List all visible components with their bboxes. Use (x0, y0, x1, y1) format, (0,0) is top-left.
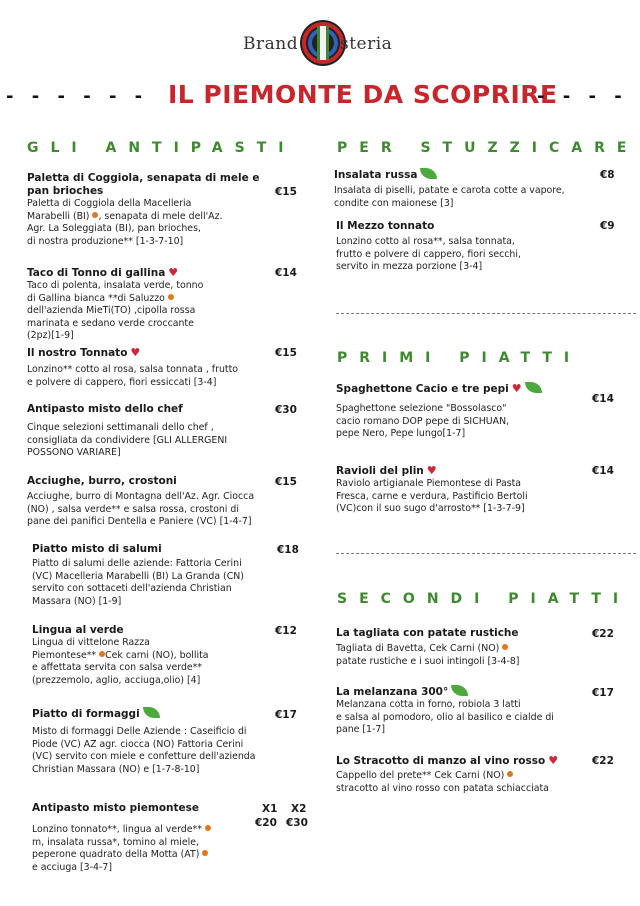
item-desc: Lonzino tonnato**, lingua al verde** m, insalata russa*, tomino al miele, peperone quadrato della Motta (AT) e acciuga [3-4-7] (32, 824, 262, 874)
price-x2-label: X2 (291, 803, 307, 815)
vegetarian-leaf-icon (143, 707, 160, 718)
item-name: Antipasto misto piemontese (32, 802, 200, 814)
item-price: €30 (275, 404, 297, 416)
item-desc: Lonzino** cotto al rosa, salsa tonnata , frutto e polvere di cappero, fiori essiccati [3-4] (27, 364, 238, 388)
item-desc: Raviolo artigianale Piemontese di Pasta Fresca, carne e verdura, Pastificio Bertoli (VC)con il suo sugo d'arrosto** [1-3-7-9] (336, 478, 528, 515)
section-title-stuzzicare: PER STUZZICARE (337, 140, 639, 156)
heart-icon: ♥ (426, 464, 437, 477)
vegetarian-leaf-icon (525, 382, 542, 393)
item-name: Spaghettone Cacio e tre pepi (336, 383, 509, 395)
item-desc: Paletta di Coggiola della Macelleria Marabelli (BI) , senapata di mele dell'Az. Agr. La Soleggiata (BI), pan brioches, di nostra produzione** [1-3-7-10] (27, 198, 223, 247)
item-price: €18 (277, 544, 299, 556)
item-price: €14 (592, 465, 614, 477)
menu-item (336, 685, 596, 737)
slow-food-dot-icon (205, 825, 211, 831)
price-x1-label: X1 (262, 803, 278, 815)
item-name: Lo Stracotto di manzo al vino rosso (336, 755, 546, 767)
slow-food-dot-icon (202, 850, 208, 856)
heart-icon: ♥ (548, 754, 559, 767)
heart-icon: ♥ (168, 266, 179, 279)
menu-item (32, 624, 277, 687)
item-desc: Misto di formaggi Delle Aziende : Caseificio di Piode (VC) AZ agr. ciocca (NO) Fattoria Cerini (VC) servito con miele e confetture dell'azienda Christian Massara (NO) e [1-7-8-10] (32, 726, 256, 775)
section-title-secondi: SECONDI PIATTI (337, 591, 631, 607)
divider-2 (336, 553, 636, 554)
item-desc: Cinque selezioni settimanali dello chef , consigliata da condividere [GLI ALLERGENI POSSONO VARIARE] (27, 422, 228, 459)
item-desc: Cappello del prete** Cek Carni (NO) stracotto al vino rosso con patata schiacciata (336, 770, 549, 794)
menu-item (334, 168, 599, 210)
item-name: Lingua al verde (32, 624, 124, 636)
vegetarian-leaf-icon (420, 168, 437, 179)
heart-icon: ♥ (130, 346, 141, 359)
vegetarian-leaf-icon (451, 685, 468, 696)
menu-item (27, 346, 272, 389)
item-name: La tagliata con patate rustiche (336, 627, 519, 639)
item-desc: Acciughe, burro di Montagna dell'Az. Agr. Ciocca (NO) , salsa verde** e salsa rossa, crostoni di pane dei panifici Dentella e Paniere (VC) [1-4-7] (27, 491, 255, 528)
item-desc: Piatto di salumi delle aziende: Fattoria Cerini (VC) Macelleria Marabelli (BI) La Granda (CN) servito con sottaceti dell'azienda Christian Massara (NO) [1-9] (32, 558, 244, 607)
slow-food-dot-icon (507, 771, 513, 777)
menu-item (27, 475, 277, 529)
heart-icon: ♥ (511, 382, 522, 395)
brand-logo (243, 18, 403, 70)
item-name: Insalata russa (334, 169, 418, 181)
price-x1: €20 (255, 817, 277, 829)
item-name: La melanzana 300° (336, 686, 449, 698)
menu-item (27, 266, 272, 343)
slow-food-dot-icon (168, 294, 174, 300)
item-price: €9 (600, 220, 615, 232)
item-name: Antipasto misto dello chef (27, 403, 183, 415)
menu-item (27, 172, 262, 248)
item-desc: Insalata di piselli, patate e carota cotte a vapore, condite con maionese [3] (334, 185, 565, 209)
menu-item (32, 802, 262, 874)
item-name: Acciughe, burro, crostoni (27, 475, 177, 487)
title-dashes-right: - - - - (537, 86, 628, 107)
slow-food-dot-icon (502, 644, 508, 650)
item-price: €17 (275, 709, 297, 721)
item-price: €22 (592, 755, 614, 767)
menu-item (336, 754, 596, 795)
price-x2: €30 (286, 817, 308, 829)
item-name: Piatto misto di salumi (32, 543, 162, 555)
menu-item (336, 382, 586, 441)
item-name: Piatto di formaggi (32, 708, 140, 720)
item-price: €15 (275, 476, 297, 488)
item-desc: Lonzino cotto al rosa**, salsa tonnata, frutto e polvere di cappero, fiori secchi, servito in mezza porzione [3-4] (336, 236, 521, 273)
menu-item (32, 707, 277, 776)
item-desc: Lingua di vittelone Razza Piemontese** Cek carni (NO), bollita e affettata servita con salsa verde** (prezzemolo, aglio, acciuga,olio) [4] (32, 637, 209, 686)
item-price: €12 (275, 625, 297, 637)
menu-item (336, 220, 586, 274)
item-desc: Taco di polenta, insalata verde, tonno di Gallina bianca **di Saluzzo dell'azienda MieTi(TO) ,cipolla rossa marinata e sedano verde croccante (2pz)[1-9] (27, 280, 204, 342)
title-dashes-left: - - - - - - (6, 86, 149, 107)
item-price: €15 (275, 186, 297, 198)
item-name: Ravioli del plin (336, 465, 424, 477)
item-name: Taco di Tonno di gallina (27, 267, 166, 279)
item-price: €14 (592, 393, 614, 405)
item-desc: Melanzana cotta in forno, robiola 3 latti e salsa al pomodoro, olio al basilico e cialde di pane [1-7] (336, 699, 554, 736)
item-desc: Spaghettone selezione "Bossolasco" cacio romano DOP pepe di SICHUAN, pepe Nero, Pepe lungo[1-7] (336, 403, 510, 440)
item-name: Il Mezzo tonnato (336, 220, 435, 232)
section-title-primi: PRIMI PIATTI (337, 350, 582, 366)
brand-word-left: Brand (243, 34, 299, 54)
item-price: €17 (592, 687, 614, 699)
item-price: €15 (275, 347, 297, 359)
item-price: €14 (275, 267, 297, 279)
divider-1 (336, 313, 636, 314)
item-price: €22 (592, 628, 614, 640)
menu-item (336, 464, 586, 516)
item-price: €8 (600, 169, 615, 181)
page-title: IL PIEMONTE DA SCOPRIRE (168, 80, 558, 109)
menu-item (32, 543, 277, 608)
item-desc: Tagliata di Bavetta, Cek Carni (NO) patate rustiche e i suoi intingoli [3-4-8] (336, 643, 520, 667)
section-title-antipasti: GLI ANTIPASTI (27, 140, 296, 156)
brand-word-right: steria (340, 34, 393, 54)
item-name: Il nostro Tonnato (27, 347, 128, 359)
menu-item (336, 627, 586, 668)
item-name: Paletta di Coggiola, senapata di mele e pan brioches (27, 172, 260, 197)
menu-item (27, 403, 272, 460)
